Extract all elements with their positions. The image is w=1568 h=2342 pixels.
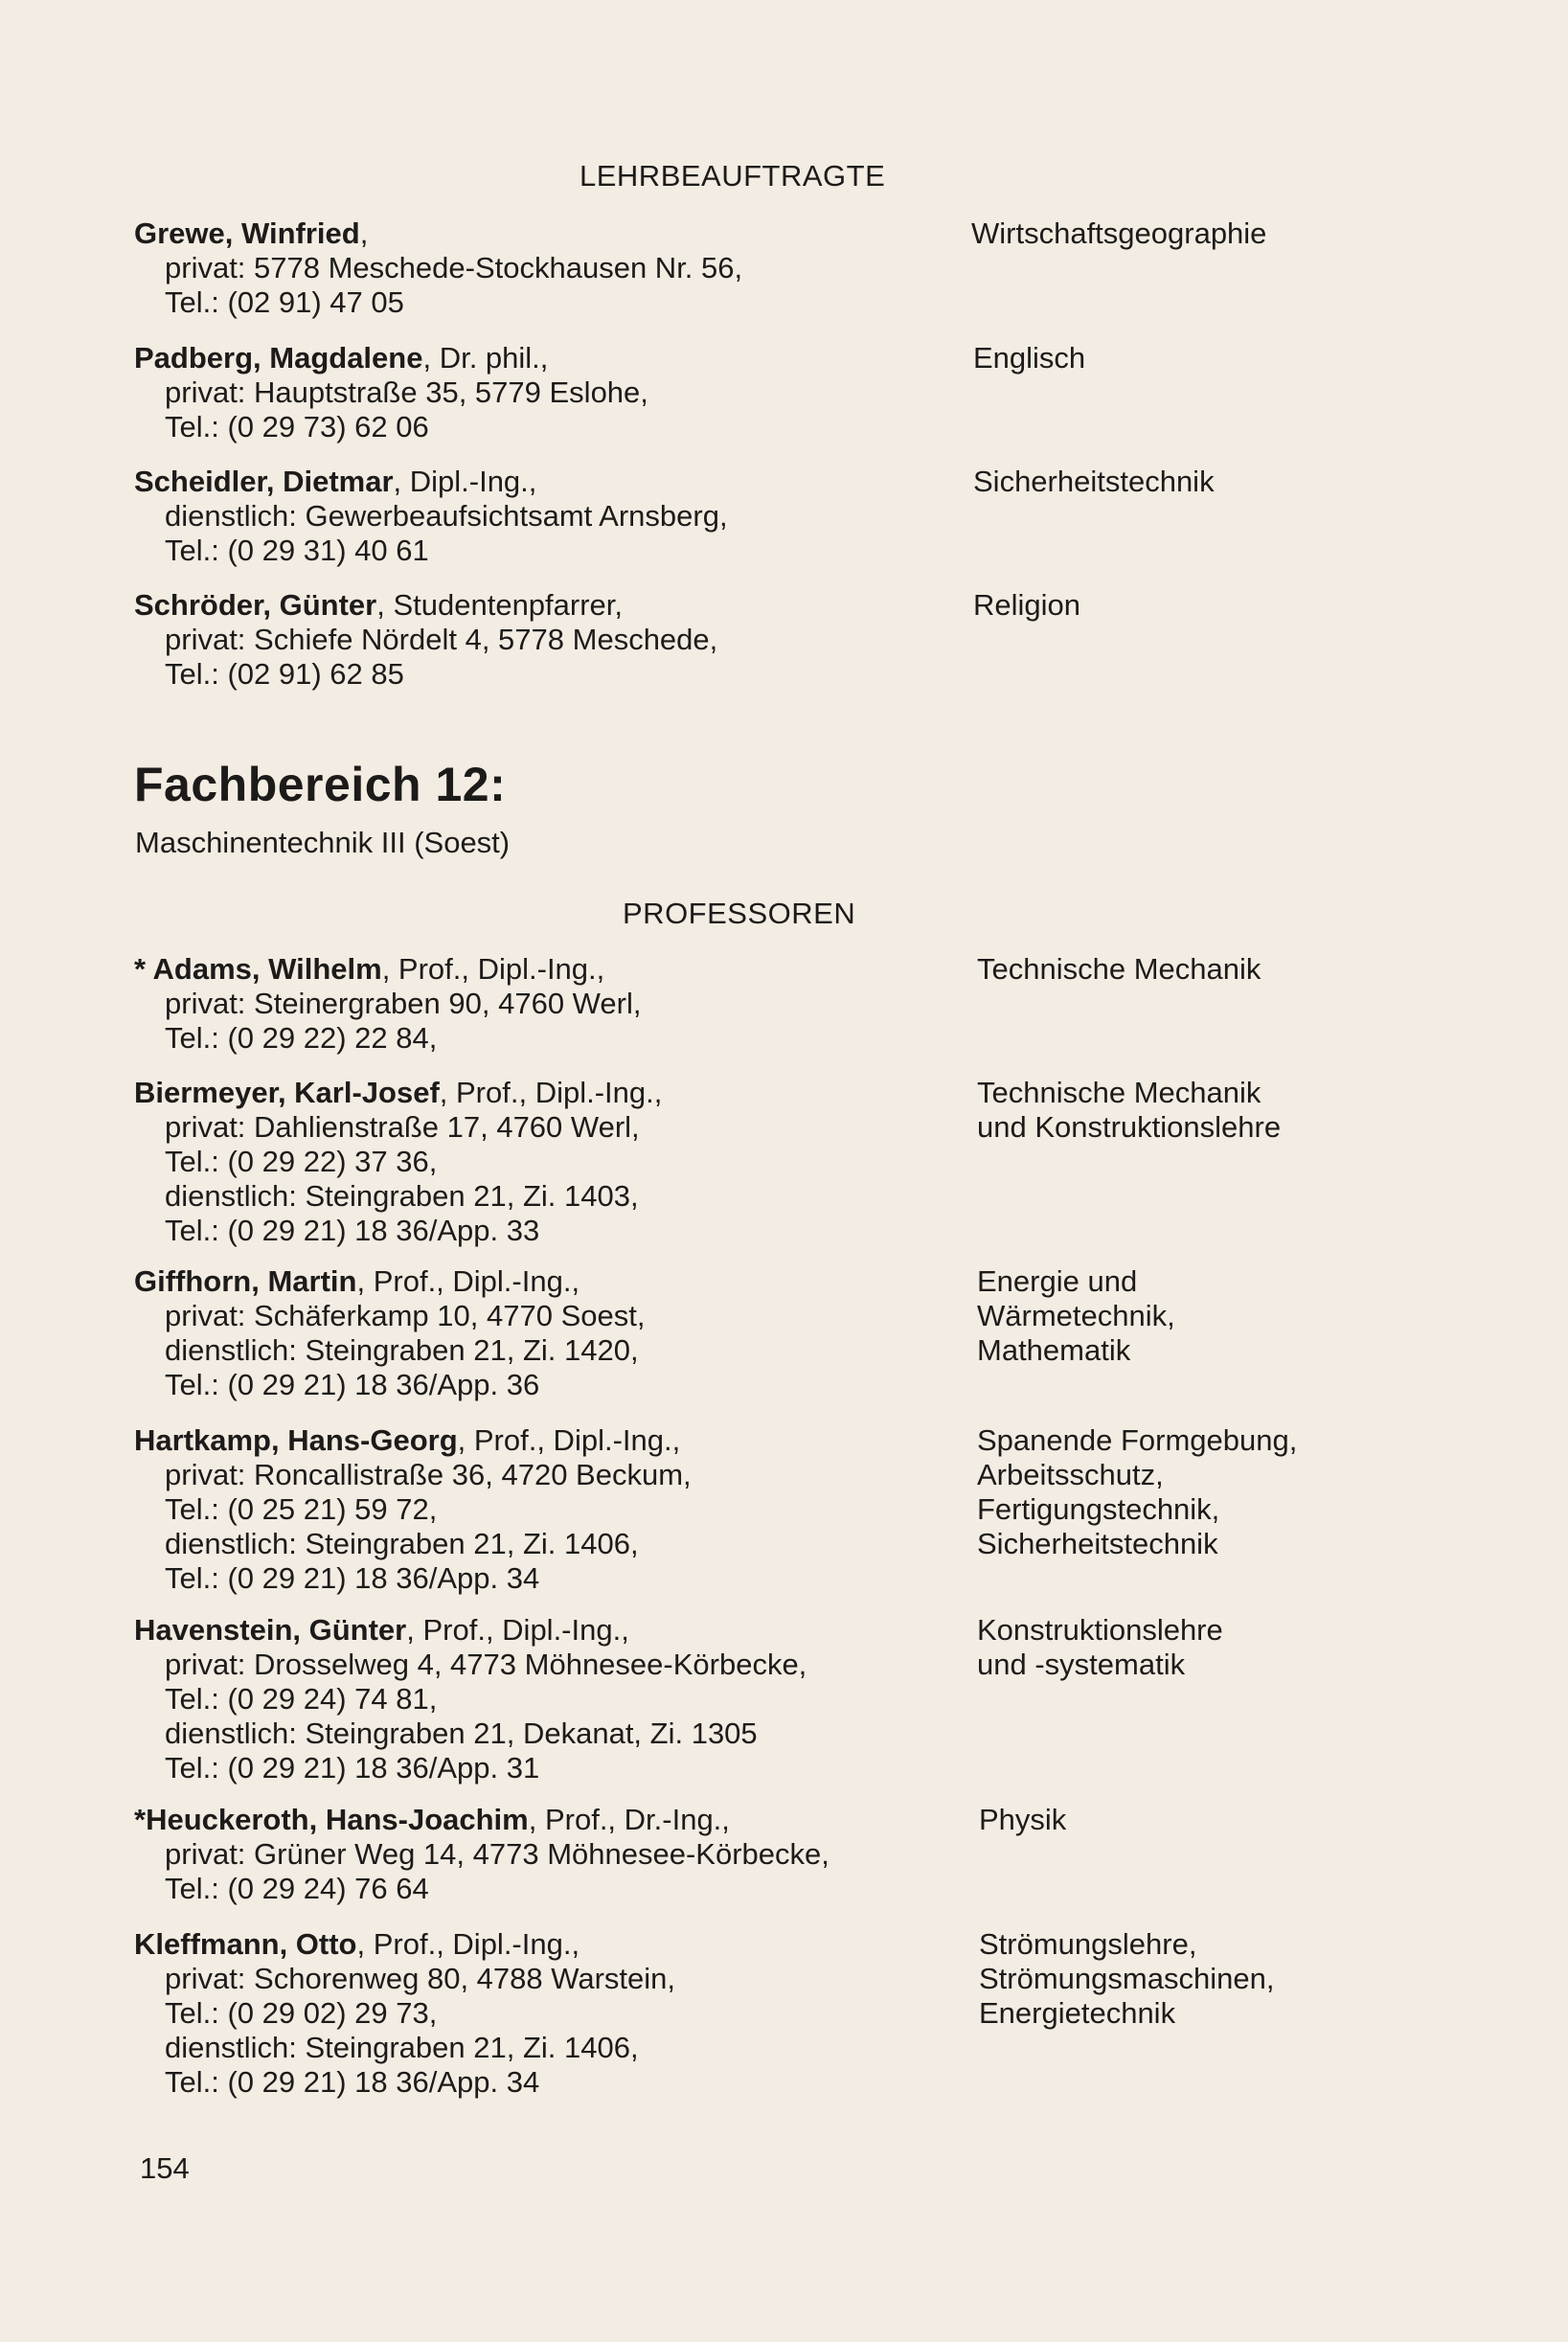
person-name: Grewe, Winfried (134, 216, 360, 250)
section-label-professoren: PROFESSOREN (623, 897, 856, 930)
section-label-lehrbeauftragte: LEHRBEAUFTRAGTE (579, 159, 886, 193)
subject-text: Englisch (973, 341, 1086, 375)
subject-text: Religion (973, 588, 1081, 622)
address-line: privat: Hauptstraße 35, 5779 Eslohe, (165, 375, 648, 409)
person-name: Schröder, Günter (134, 588, 377, 622)
phone-line: Tel.: (0 29 21) 18 36/App. 31 (165, 1751, 540, 1785)
phone-line: Tel.: (0 29 21) 18 36/App. 34 (165, 2065, 540, 2099)
person-title: , Prof., Dipl.-Ing., (381, 952, 605, 986)
person-title: , Prof., Dr.-Ing., (528, 1803, 730, 1836)
person-name: Padberg, Magdalene (134, 341, 423, 375)
office-line: dienstlich: Steingraben 21, Zi. 1403, (165, 1179, 639, 1213)
subject-text: und Konstruktionslehre (977, 1110, 1282, 1144)
subject-text: Physik (979, 1803, 1067, 1836)
address-line: privat: Schäferkamp 10, 4770 Soest, (165, 1299, 646, 1332)
phone-line: Tel.: (0 29 31) 40 61 (165, 534, 429, 567)
address-line: privat: Steinergraben 90, 4760 Werl, (165, 987, 642, 1020)
subject-text: Fertigungstechnik, (977, 1492, 1220, 1526)
office-line: dienstlich: Steingraben 21, Dekanat, Zi. 1305 (165, 1717, 758, 1750)
address-line: privat: Drosselweg 4, 4773 Möhnesee-Körbecke, (165, 1648, 807, 1681)
office-line: dienstlich: Steingraben 21, Zi. 1420, (165, 1333, 639, 1367)
phone-line: Tel.: (0 29 21) 18 36/App. 36 (165, 1368, 540, 1401)
person-title: , (359, 216, 369, 250)
person-name: Kleffmann, Otto (134, 1927, 357, 1961)
phone-line: Tel.: (0 29 02) 29 73, (165, 1996, 438, 2030)
phone-line: Tel.: (0 25 21) 59 72, (165, 1492, 438, 1526)
person-name: * Adams, Wilhelm (134, 952, 382, 986)
subject-text: Mathematik (977, 1333, 1131, 1367)
person-title: , Prof., Dipl.-Ing., (457, 1423, 681, 1457)
subject-text: Wirtschaftsgeographie (971, 216, 1267, 250)
phone-line: Tel.: (0 29 73) 62 06 (165, 410, 429, 443)
person-name: Biermeyer, Karl-Josef (134, 1076, 440, 1109)
address-line: privat: Grüner Weg 14, 4773 Möhnesee-Körbecke, (165, 1837, 829, 1871)
subject-text: Energie und (977, 1264, 1138, 1298)
address-line: privat: Schorenweg 80, 4788 Warstein, (165, 1962, 676, 1995)
subject-text: Arbeitsschutz, (977, 1458, 1164, 1491)
phone-line: Tel.: (0 29 24) 76 64 (165, 1872, 429, 1905)
address-line: privat: Schiefe Nördelt 4, 5778 Meschede, (165, 623, 718, 656)
page-subtitle: Maschinentechnik III (Soest) (135, 826, 511, 859)
person-title: , Dipl.-Ing., (393, 465, 537, 498)
subject-text: Technische Mechanik (977, 1076, 1261, 1109)
subject-text: Wärmetechnik, (977, 1299, 1175, 1332)
subject-text: Spanende Formgebung, (977, 1423, 1298, 1457)
person-name: Havenstein, Günter (134, 1613, 407, 1647)
subject-text: Sicherheitstechnik (973, 465, 1215, 498)
person-title: , Dr. phil., (422, 341, 549, 375)
address-line: privat: Roncallistraße 36, 4720 Beckum, (165, 1458, 692, 1491)
page-number: 154 (140, 2151, 190, 2185)
subject-text: Konstruktionslehre (977, 1613, 1223, 1647)
address-line: privat: 5778 Meschede-Stockhausen Nr. 56, (165, 251, 743, 284)
subject-text: Energietechnik (979, 1996, 1176, 2030)
subject-text: Strömungsmaschinen, (979, 1962, 1275, 1995)
phone-line: Tel.: (0 29 22) 37 36, (165, 1145, 438, 1178)
person-name: Scheidler, Dietmar (134, 465, 394, 498)
person-title: , Studentenpfarrer, (376, 588, 624, 622)
phone-line: Tel.: (0 29 21) 18 36/App. 34 (165, 1561, 540, 1595)
phone-line: Tel.: (0 29 24) 74 81, (165, 1682, 438, 1716)
subject-text: Sicherheitstechnik (977, 1527, 1218, 1560)
person-title: , Prof., Dipl.-Ing., (356, 1264, 580, 1298)
subject-text: und -systematik (977, 1648, 1186, 1681)
person-title: , Prof., Dipl.-Ing., (439, 1076, 663, 1109)
page-title: Fachbereich 12: (134, 758, 507, 811)
phone-line: Tel.: (02 91) 47 05 (165, 285, 404, 319)
person-title: , Prof., Dipl.-Ing., (356, 1927, 580, 1961)
subject-text: Technische Mechanik (977, 952, 1261, 986)
phone-line: Tel.: (02 91) 62 85 (165, 657, 404, 691)
address-line: privat: Dahlienstraße 17, 4760 Werl, (165, 1110, 640, 1144)
office-line: dienstlich: Steingraben 21, Zi. 1406, (165, 1527, 639, 1560)
person-name: Giffhorn, Martin (134, 1264, 357, 1298)
person-name: *Heuckeroth, Hans-Joachim (134, 1803, 529, 1836)
office-line: dienstlich: Steingraben 21, Zi. 1406, (165, 2031, 639, 2064)
address-line: dienstlich: Gewerbeaufsichtsamt Arnsberg, (165, 499, 728, 533)
person-name: Hartkamp, Hans-Georg (134, 1423, 458, 1457)
phone-line: Tel.: (0 29 21) 18 36/App. 33 (165, 1214, 540, 1247)
subject-text: Strömungslehre, (979, 1927, 1197, 1961)
phone-line: Tel.: (0 29 22) 22 84, (165, 1021, 438, 1055)
person-title: , Prof., Dipl.-Ing., (406, 1613, 629, 1647)
